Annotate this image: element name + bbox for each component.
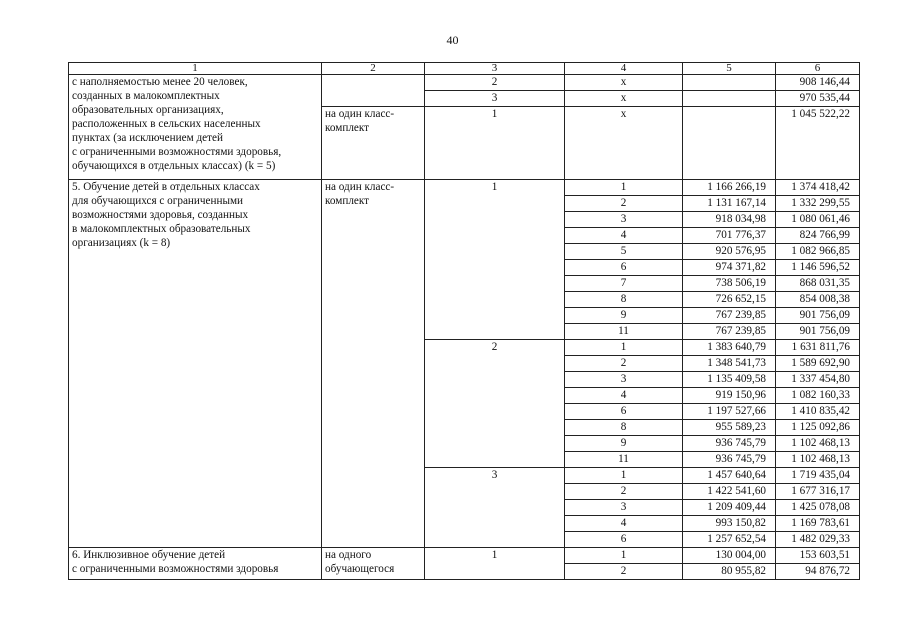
row-description <box>69 75 322 180</box>
level-cell: 9 <box>565 308 683 324</box>
value-cell: 767 239,85 <box>683 308 776 324</box>
level-cell: 1 <box>565 340 683 356</box>
row-unit-line: комплект <box>325 195 370 207</box>
grade-cell: 2 <box>425 340 565 468</box>
row-description-line: с ограниченными возможностями здоровья <box>72 563 279 575</box>
grade-cell: 3 <box>425 91 565 107</box>
grade-cell: 2 <box>425 75 565 91</box>
row-description-line: с ограниченными возможностями здоровья, <box>72 146 282 158</box>
row-description <box>69 548 322 580</box>
value-cell: 1 631 811,76 <box>776 340 860 356</box>
value-cell: 767 239,85 <box>683 324 776 340</box>
table-row <box>69 75 860 91</box>
value-cell: 1 135 409,58 <box>683 372 776 388</box>
value-cell: 1 719 435,04 <box>776 468 860 484</box>
value-cell: 1 589 692,90 <box>776 356 860 372</box>
value-cell: 80 955,82 <box>683 564 776 580</box>
table-row <box>69 180 860 196</box>
row-description-line: созданных в малокомплектных <box>72 90 220 102</box>
value-cell: 1 102 468,13 <box>776 436 860 452</box>
row-unit <box>322 75 425 107</box>
value-cell <box>683 75 776 91</box>
value-cell: 1 332 299,55 <box>776 196 860 212</box>
value-cell: 1 209 409,44 <box>683 500 776 516</box>
row-description-line: пунктах (за исключением детей <box>72 132 223 144</box>
value-cell: 1 169 783,61 <box>776 516 860 532</box>
level-cell: 6 <box>565 260 683 276</box>
value-cell: 936 745,79 <box>683 452 776 468</box>
level-cell: 3 <box>565 372 683 388</box>
level-cell: 9 <box>565 436 683 452</box>
row-unit <box>322 180 425 548</box>
value-cell: 701 776,37 <box>683 228 776 244</box>
value-cell: 153 603,51 <box>776 548 860 564</box>
value-cell: 1 457 640,64 <box>683 468 776 484</box>
level-cell: х <box>565 75 683 91</box>
column-header: 3 <box>425 63 565 75</box>
row-description-line: возможностями здоровья, созданных <box>72 209 249 221</box>
level-cell: 4 <box>565 228 683 244</box>
level-cell: 3 <box>565 500 683 516</box>
row-description-line: 5. Обучение детей в отдельных классах <box>72 181 260 193</box>
column-header: 1 <box>69 63 322 75</box>
value-cell: 936 745,79 <box>683 436 776 452</box>
grade-cell: 3 <box>425 468 565 548</box>
value-cell: 1 337 454,80 <box>776 372 860 388</box>
row-description-line: организациях (k = 8) <box>72 237 171 249</box>
grade-cell: 1 <box>425 180 565 340</box>
level-cell: 1 <box>565 468 683 484</box>
level-cell: 4 <box>565 388 683 404</box>
value-cell: 1 257 652,54 <box>683 532 776 548</box>
value-cell: 1 422 541,60 <box>683 484 776 500</box>
row-description-line: образовательных организациях, <box>72 104 224 116</box>
tariff-table <box>68 62 860 580</box>
value-cell <box>683 107 776 180</box>
value-cell: 854 008,38 <box>776 292 860 308</box>
level-cell: 2 <box>565 196 683 212</box>
level-cell: 11 <box>565 324 683 340</box>
value-cell: 1 080 061,46 <box>776 212 860 228</box>
level-cell: 7 <box>565 276 683 292</box>
value-cell: 94 876,72 <box>776 564 860 580</box>
row-unit-line: на один класс- <box>325 108 395 120</box>
row-unit-line: на одного <box>325 549 372 561</box>
value-cell: 738 506,19 <box>683 276 776 292</box>
row-description-line: в малокомплектных образовательных <box>72 223 251 235</box>
value-cell <box>683 91 776 107</box>
value-cell: 868 031,35 <box>776 276 860 292</box>
value-cell: 1 045 522,22 <box>776 107 860 180</box>
level-cell: 6 <box>565 532 683 548</box>
value-cell: 1 482 029,33 <box>776 532 860 548</box>
value-cell: 1 102 468,13 <box>776 452 860 468</box>
value-cell: 918 034,98 <box>683 212 776 228</box>
level-cell: 3 <box>565 212 683 228</box>
value-cell: 1 374 418,42 <box>776 180 860 196</box>
level-cell: 11 <box>565 452 683 468</box>
column-header: 5 <box>683 63 776 75</box>
value-cell: 1 197 527,66 <box>683 404 776 420</box>
row-description-line: 6. Инклюзивное обучение детей <box>72 549 226 561</box>
value-cell: 908 146,44 <box>776 75 860 91</box>
level-cell: 4 <box>565 516 683 532</box>
value-cell: 1 166 266,19 <box>683 180 776 196</box>
level-cell: 2 <box>565 484 683 500</box>
value-cell: 1 383 640,79 <box>683 340 776 356</box>
level-cell: 2 <box>565 564 683 580</box>
level-cell: х <box>565 91 683 107</box>
level-cell: 1 <box>565 548 683 564</box>
value-cell: 130 004,00 <box>683 548 776 564</box>
value-cell: 1 125 092,86 <box>776 420 860 436</box>
level-cell: х <box>565 107 683 180</box>
row-unit-line: обучающегося <box>325 563 395 575</box>
level-cell: 2 <box>565 356 683 372</box>
value-cell: 919 150,96 <box>683 388 776 404</box>
value-cell: 901 756,09 <box>776 308 860 324</box>
grade-cell: 1 <box>425 107 565 180</box>
level-cell: 6 <box>565 404 683 420</box>
value-cell: 1 146 596,52 <box>776 260 860 276</box>
value-cell: 970 535,44 <box>776 91 860 107</box>
table-body <box>69 63 860 580</box>
row-description-line: с наполняемостью менее 20 человек, <box>72 76 248 88</box>
column-header: 6 <box>776 63 860 75</box>
row-description-line: расположенных в сельских населенных <box>72 118 261 130</box>
value-cell: 955 589,23 <box>683 420 776 436</box>
level-cell: 5 <box>565 244 683 260</box>
value-cell: 1 410 835,42 <box>776 404 860 420</box>
value-cell: 974 371,82 <box>683 260 776 276</box>
value-cell: 1 082 966,85 <box>776 244 860 260</box>
value-cell: 1 082 160,33 <box>776 388 860 404</box>
row-unit-line: на один класс- <box>325 181 395 193</box>
value-cell: 726 652,15 <box>683 292 776 308</box>
table-row <box>69 548 860 564</box>
row-description-line: обучающихся в отдельных классах) (k = 5) <box>72 160 276 172</box>
grade-cell: 1 <box>425 548 565 580</box>
page-number: 40 <box>446 33 459 47</box>
row-description <box>69 180 322 548</box>
header-row <box>69 63 860 75</box>
level-cell: 8 <box>565 420 683 436</box>
value-cell: 1 425 078,08 <box>776 500 860 516</box>
level-cell: 8 <box>565 292 683 308</box>
value-cell: 1 131 167,14 <box>683 196 776 212</box>
value-cell: 1 677 316,17 <box>776 484 860 500</box>
row-description-line: для обучающихся с ограниченными <box>72 195 244 207</box>
value-cell: 901 756,09 <box>776 324 860 340</box>
value-cell: 920 576,95 <box>683 244 776 260</box>
row-unit <box>322 548 425 580</box>
value-cell: 993 150,82 <box>683 516 776 532</box>
row-unit <box>322 107 425 180</box>
level-cell: 1 <box>565 180 683 196</box>
column-header: 4 <box>565 63 683 75</box>
value-cell: 1 348 541,73 <box>683 356 776 372</box>
value-cell: 824 766,99 <box>776 228 860 244</box>
row-unit-line: комплект <box>325 122 370 134</box>
column-header: 2 <box>322 63 425 75</box>
